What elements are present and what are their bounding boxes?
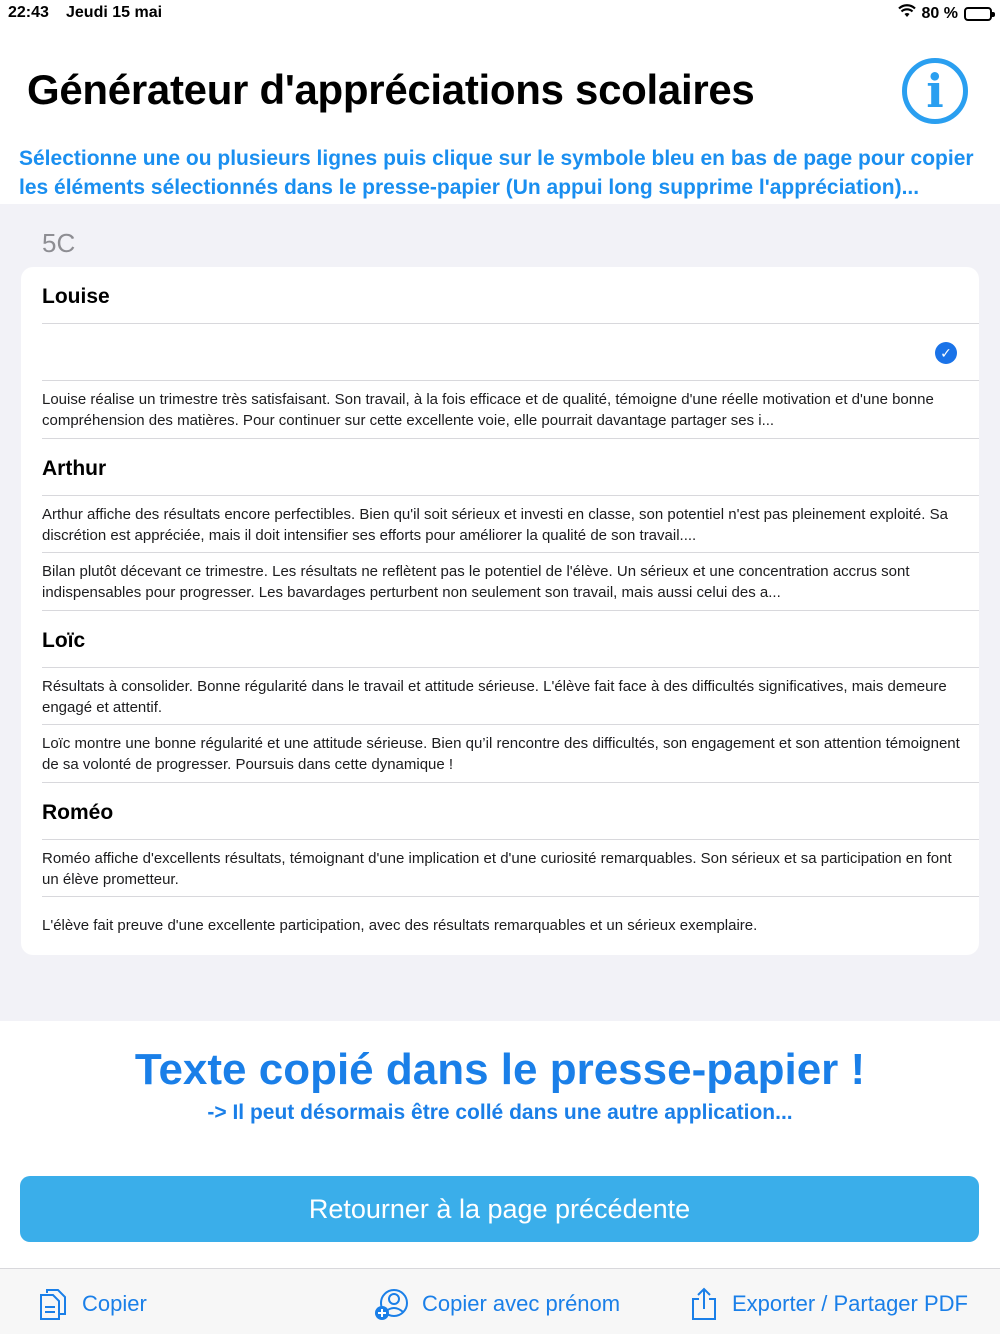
export-label: Exporter / Partager PDF bbox=[732, 1291, 968, 1316]
student-header-romeo bbox=[42, 783, 979, 840]
info-button[interactable] bbox=[902, 58, 968, 124]
share-icon bbox=[690, 1287, 718, 1321]
wifi-icon bbox=[898, 4, 916, 23]
appreciation-text: Roméo affiche d'excellents résultats, témoignant d'une implication et d'une curiosité remarquables. Son sérieux et sa participation en font un élève prometteur. bbox=[42, 850, 952, 888]
checkmark-icon: ✓ bbox=[935, 342, 957, 364]
appreciation-text: Bilan plutôt décevant ce trimestre. Les résultats ne reflètent pas le potentiel de l'élève. Un sérieux et une concentration accrus sont indispensables pour progresser. Les bavardages perturbent non seulement son travail, mais aussi celui des a... bbox=[42, 563, 910, 601]
student-name: Arthur bbox=[42, 457, 107, 480]
list-item[interactable] bbox=[42, 324, 979, 381]
copied-confirmation-subtitle: -> Il peut désormais être collé dans une autre application... bbox=[207, 1101, 793, 1124]
student-header-loic bbox=[42, 611, 979, 668]
student-header-louise bbox=[42, 267, 979, 324]
copy-doc-icon bbox=[38, 1287, 68, 1321]
appreciation-list[interactable] bbox=[0, 204, 1000, 1021]
battery-percent: 80 % bbox=[921, 4, 958, 22]
status-bar bbox=[0, 0, 1000, 28]
student-name: Loïc bbox=[42, 629, 86, 652]
info-icon: i bbox=[926, 64, 944, 118]
copy-with-name-button[interactable] bbox=[374, 1287, 620, 1321]
person-add-icon bbox=[374, 1287, 408, 1321]
list-item[interactable] bbox=[42, 840, 979, 897]
status-time: 22:43 bbox=[8, 4, 49, 21]
list-item[interactable] bbox=[42, 381, 979, 439]
appreciation-text: Arthur affiche des résultats encore perfectibles. Bien qu'il soit sérieux et investi en classe, son potentiel n'est pas pleinement exploité. Sa discrétion est appréciée, mais il doit intensifier ses efforts pour améliorer la qualité de son travail.... bbox=[42, 506, 948, 544]
student-name: Louise bbox=[42, 285, 110, 308]
instructions-text: Sélectionne une ou plusieurs lignes puis clique sur le symbole bleu en bas de page pour copier les éléments sélectionnés dans le presse-papier (Un appui long supprime l'appréciation)... bbox=[19, 147, 974, 199]
appreciation-text: Loïc montre une bonne régularité et une attitude sérieuse. Bien qu’il rencontre des difficultés, son engagement et son attention témoignent de sa volonté de progresser. Poursuis dans cette dynamique ! bbox=[42, 735, 960, 773]
list-card bbox=[21, 267, 979, 955]
copy-button[interactable] bbox=[38, 1287, 147, 1321]
return-button[interactable]: Retourner à la page précédente bbox=[20, 1176, 979, 1242]
appreciation-text: Louise réalise un trimestre très satisfaisant. Son travail, à la fois efficace et de qualité, témoigne d'une réelle motivation et d'une bonne compréhension des matières. Pour continuer sur cette excellente voie, elle pourrait davantage partager ses i... bbox=[42, 391, 934, 429]
copied-confirmation-title: Texte copié dans le presse-papier ! bbox=[134, 1045, 866, 1094]
status-right bbox=[898, 4, 992, 23]
list-item[interactable] bbox=[42, 496, 979, 553]
bottom-toolbar bbox=[0, 1268, 1000, 1334]
export-pdf-button[interactable] bbox=[690, 1287, 968, 1321]
list-item[interactable] bbox=[42, 553, 979, 611]
status-date: Jeudi 15 mai bbox=[66, 4, 163, 21]
copy-label: Copier bbox=[82, 1291, 147, 1316]
list-item[interactable] bbox=[42, 897, 979, 955]
student-name: Roméo bbox=[42, 801, 114, 824]
page-title: Générateur d'appréciations scolaires bbox=[27, 66, 755, 113]
section-header: 5C bbox=[42, 228, 76, 258]
appreciation-text: L'élève fait preuve d'une excellente participation, avec des résultats remarquables et un sérieux exemplaire. bbox=[42, 917, 758, 934]
student-header-arthur bbox=[42, 439, 979, 496]
copy-with-name-label: Copier avec prénom bbox=[422, 1291, 621, 1316]
list-item[interactable] bbox=[42, 668, 979, 725]
appreciation-text: Résultats à consolider. Bonne régularité dans le travail et attitude sérieuse. L'élève fait face à des difficultés significatives, mais demeure engagé et attentif. bbox=[42, 678, 947, 716]
battery-icon bbox=[964, 7, 992, 21]
list-item[interactable] bbox=[42, 725, 979, 783]
